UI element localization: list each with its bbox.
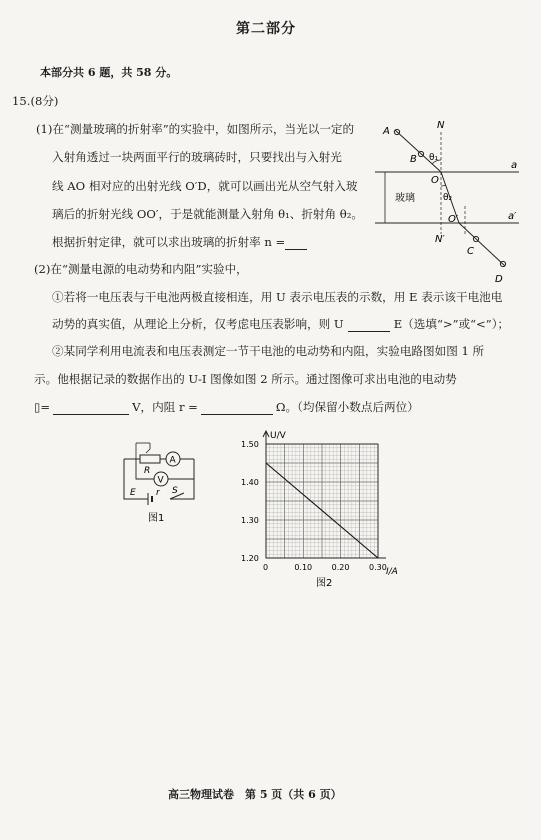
section-intro: 本部分共 6 题，共 58 分。 — [40, 66, 178, 79]
answer-blank-compare[interactable] — [348, 317, 390, 332]
q15-part2-q2-line-1: ②某同学利用电流表和电压表测定一节干电池的电动势和内阻，实验电路图如图 1 所 — [52, 344, 485, 358]
q15-part1-line-2: 入射角透过一块两面平行的玻璃砖时，只要找出与入射光 — [52, 150, 342, 164]
y-tick-label: 1.50 — [241, 440, 259, 449]
emergent-ray-O-prime-D — [459, 223, 505, 266]
rheostat-slider — [146, 443, 150, 453]
answer-blank-emf[interactable] — [53, 400, 129, 415]
y-tick-label: 1.40 — [241, 478, 259, 487]
q15-part2-q1-line-2 — [52, 317, 509, 332]
q15-part1-line-5-text: 根据折射定律，就可以求出玻璃的折射率 n = — [52, 235, 286, 249]
q15-part2-q1-line-1: ①若将一电压表与干电池两极直接相连，用 U 表示电压表的示数，用 E 表示该干电池电 — [52, 290, 503, 304]
section-title: 第二部分 — [236, 21, 296, 37]
refraction-figure — [375, 116, 525, 296]
switch-label: S — [172, 486, 178, 496]
label-N-prime: N′ — [435, 234, 445, 245]
q15-part1-line-4: 璃后的折射光线 OO′，于是就能测量入射角 θ₁、折射角 θ₂。 — [52, 207, 364, 221]
emf-label: E — [130, 488, 136, 498]
y-axis-label: U/V — [270, 431, 286, 441]
label-glass: 玻璃 — [395, 193, 415, 204]
q15-part2-q1-tail: E（选填“>”或“<”）； — [393, 317, 510, 331]
label-C: C — [467, 246, 474, 257]
answer-blank-resistance[interactable] — [201, 400, 273, 415]
q15-part2-q2-line-3 — [34, 400, 419, 415]
label-B: B — [410, 154, 417, 165]
q15-part1-line-3: 线 AO 相对应的出射光线 O′D，就可以画出光从空气射入玻 — [52, 179, 358, 193]
y-tick-label: 1.30 — [241, 516, 259, 525]
u-i-chart — [238, 428, 398, 596]
q15-part2-q2-line-2: 示。他根据记录的数据作出的 U-I 图像如图 2 所示。通过图像可求出电池的电动势 — [34, 372, 457, 386]
y-tick-label: 1.20 — [241, 554, 259, 563]
label-a: a — [511, 160, 518, 171]
q15-part2-title: (2)在“测量电源的电动势和内阻”实验中， — [34, 262, 248, 276]
label-D: D — [495, 274, 503, 285]
rheostat-label: R — [144, 466, 151, 476]
question-15-header: 15.(8分) — [12, 94, 59, 108]
q15-part2-q2-tail: Ω。（均保留小数点后两位） — [275, 400, 419, 414]
figure-1-caption: 图1 — [148, 513, 165, 524]
angle-arc-theta2 — [441, 185, 446, 186]
ammeter-label: A — [169, 455, 176, 466]
voltmeter-label: V — [157, 475, 164, 486]
page-footer: 高三物理试卷 第 5 页（共 6 页） — [168, 788, 342, 801]
answer-blank-n[interactable] — [285, 235, 307, 250]
label-A: A — [383, 126, 390, 137]
x-tick-label: 0 — [263, 563, 269, 572]
internal-resistance-label: r — [156, 488, 160, 498]
x-tick-label: 0.20 — [331, 563, 350, 572]
q15-part2-q2-mid: V，内阻 r = — [132, 400, 198, 414]
label-O-prime: O′ — [448, 214, 459, 225]
q15-part2-q1-text: 动势的真实值，从理论上分析，仅考虑电压表影响，则 U — [52, 317, 344, 331]
label-O: O — [431, 175, 439, 186]
label-N: N — [437, 120, 445, 131]
q15-part2-q2-prefix: ▯= — [34, 400, 51, 414]
x-axis-label: I/A — [386, 567, 398, 577]
figure-2-caption: 图2 — [316, 578, 333, 589]
x-tick-label: 0.30 — [369, 563, 387, 572]
label-theta2: θ₂ — [443, 193, 453, 203]
circuit-diagram — [112, 437, 222, 533]
rheostat-R — [140, 455, 160, 463]
label-theta1: θ₁ — [429, 153, 439, 163]
label-a-prime: a′ — [508, 211, 517, 222]
q15-part1-line-1: (1)在“测量玻璃的折射率”的实验中，如图所示，当光以一定的 — [36, 122, 355, 136]
x-tick-label: 0.10 — [294, 563, 313, 572]
incident-ray-AO — [395, 130, 441, 172]
q15-part1-line-5 — [52, 235, 307, 250]
